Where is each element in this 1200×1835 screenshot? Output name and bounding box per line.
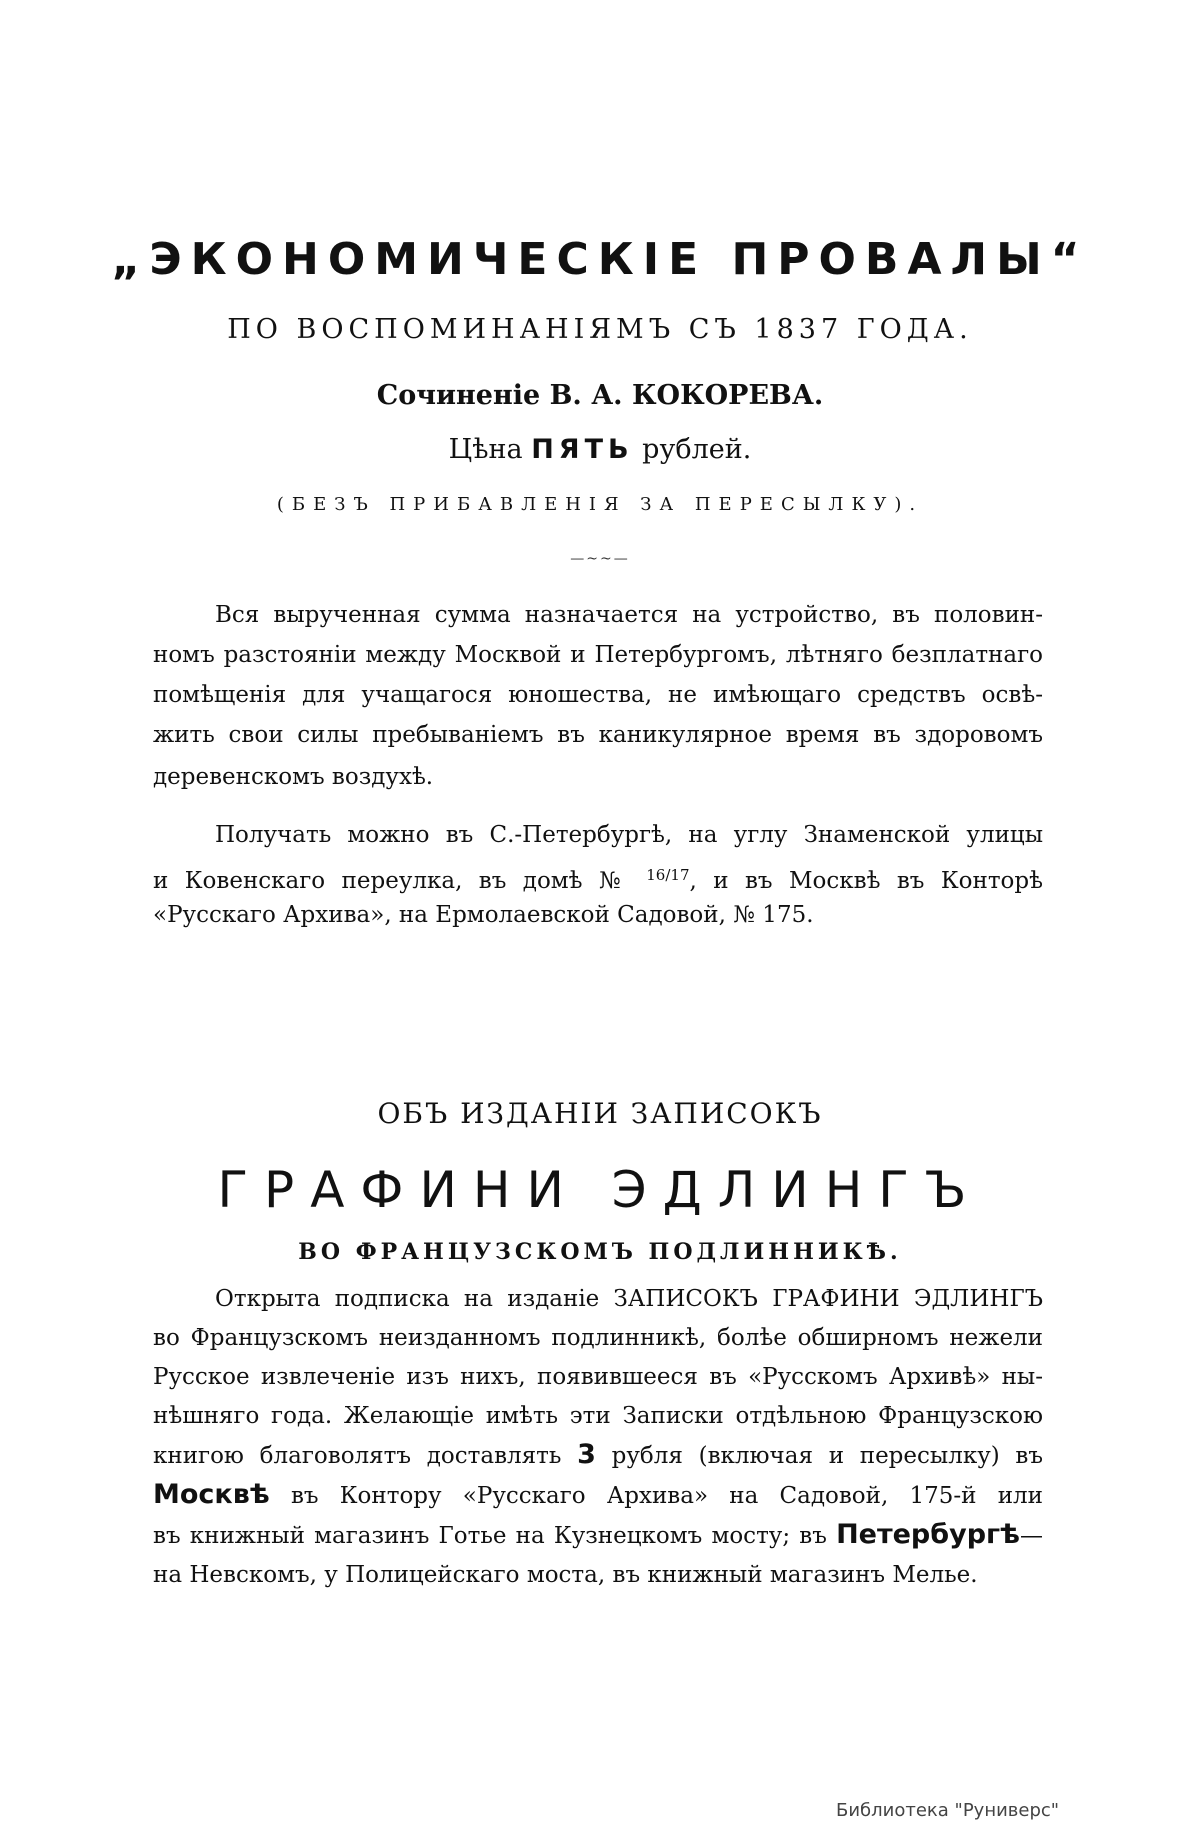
para2-line-3: «Русскаго Архива», на Ермолаевской Садовой, № 175.: [153, 902, 814, 928]
s2-line-1: Открыта подписка на изданіе ЗАПИСОКЪ ГРАФИНИ ЭДЛИНГЪ: [215, 1286, 1043, 1312]
s2-line-3: Русское извлеченіе изъ нихъ, появившееся въ «Русскомъ Архивѣ» ны-: [153, 1364, 1043, 1390]
city-petersburg: Петербургѣ: [836, 1519, 1021, 1550]
price-three: 3: [577, 1439, 596, 1470]
section2-title: ГРАФИНИ ЭДЛИНГЪ: [217, 1161, 983, 1219]
s2-line-5: [153, 1440, 1043, 1471]
para2-line-1: Получать можно въ С.-Петербургѣ, на углу Знаменской улицы: [215, 822, 1043, 848]
s2-line-2: во Французскомъ неизданномъ подлинникѣ, болѣе обширномъ нежели: [153, 1325, 1043, 1351]
s2-line5-prefix: книгою благоволятъ доставлять: [153, 1443, 562, 1469]
section2-subheading: ВО ФРАНЦУЗСКОМЪ ПОДЛИННИКѢ.: [298, 1239, 902, 1265]
price-line: [0, 430, 1200, 470]
s2-line-8: на Невскомъ, у Полицейскаго моста, въ книжный магазинъ Мелье.: [153, 1562, 978, 1588]
para1-line-1: Вся вырученная сумма назначается на устройство, въ половин-: [215, 602, 1043, 628]
s2-line7-prefix: въ книжный магазинъ Готье на Кузнецкомъ мосту; въ: [153, 1523, 827, 1549]
house-number-fraction: 16/17: [646, 866, 690, 884]
s2-line-7: [153, 1520, 1043, 1551]
city-moscow: Москвѣ: [153, 1479, 270, 1510]
book-title: „ЭКОНОМИЧЕСКІЕ ПРОВАЛЫ“: [111, 234, 1089, 285]
s2-line7-suffix: —: [1020, 1523, 1044, 1549]
library-watermark: Библиотека "Руниверс": [836, 1800, 1060, 1821]
para2-line2-prefix: и Ковенскаго переулка, въ домѣ №: [153, 868, 630, 894]
s2-line6-suffix: въ Контору «Русскаго Архива» на Садовой, 175-й или: [290, 1483, 1043, 1509]
para2-line-2: [153, 860, 1043, 896]
para1-line-4: жить свои силы пребываніемъ въ каникулярное время въ здоровомъ: [153, 722, 1043, 748]
author-line: Сочиненіе В. А. КОКОРЕВА.: [376, 380, 824, 411]
price-prefix: Цѣна: [448, 434, 523, 465]
s2-line5-suffix: рубля (включая и пересылку) въ: [611, 1443, 1044, 1469]
book-subtitle: ПО ВОСПОМИНАНІЯМЪ СЪ 1837 ГОДА.: [227, 314, 973, 345]
s2-line-6: [153, 1480, 1043, 1511]
para2-line2-suffix: , и въ Москвѣ въ Конторѣ: [689, 868, 1043, 894]
ornament-divider: —~~—: [570, 551, 630, 567]
section2-heading: ОБЪ ИЗДАНІИ ЗАПИСОКЪ: [377, 1097, 823, 1130]
para1-line-5: деревенскомъ воздухѣ.: [153, 764, 434, 790]
para1-line-2: номъ разстояніи между Москвой и Петербургомъ, лѣтняго безплатнаго: [153, 642, 1043, 668]
para1-line-3: помѣщенія для учащагося юношества, не имѣющаго средствъ освѣ-: [153, 682, 1043, 708]
shipping-note: (БЕЗЪ ПРИБАВЛЕНІЯ ЗА ПЕРЕСЫЛКУ).: [276, 494, 924, 515]
price-suffix: рублей.: [642, 434, 752, 465]
price-word: ПЯТЬ: [531, 434, 634, 465]
s2-line-4: нѣшняго года. Желающіе имѣть эти Записки отдѣльною Французскою: [153, 1403, 1043, 1429]
